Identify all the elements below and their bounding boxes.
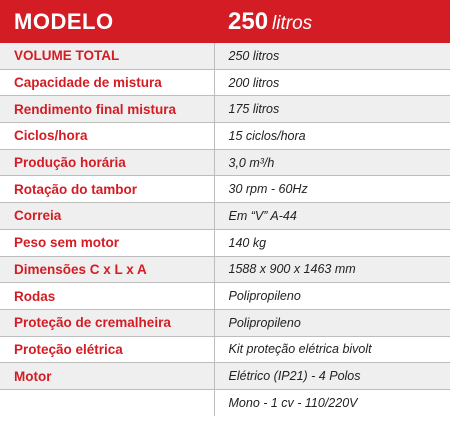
spec-row-rodas [0, 283, 450, 310]
spec-label: Motor [0, 363, 214, 390]
spec-row-correia [0, 203, 450, 230]
spec-row-producao [0, 149, 450, 176]
model-title [214, 0, 450, 43]
spec-value: Elétrico (IP21) - 4 Polos [214, 363, 450, 390]
spec-row-motor-cont [0, 389, 450, 415]
spec-label: Peso sem motor [0, 229, 214, 256]
spec-row-rendimento [0, 96, 450, 123]
spec-label: Proteção de cremalheira [0, 309, 214, 336]
spec-label: Capacidade de mistura [0, 69, 214, 96]
spec-value: 1588 x 900 x 1463 mm [214, 256, 450, 283]
spec-row-peso [0, 229, 450, 256]
spec-row-ciclos [0, 123, 450, 150]
spec-row-protecao-eletrica [0, 336, 450, 363]
model-label: MODELO [0, 0, 214, 43]
spec-label: Rodas [0, 283, 214, 310]
spec-label: Rotação do tambor [0, 176, 214, 203]
spec-value: 3,0 m³/h [214, 149, 450, 176]
spec-value: 200 litros [214, 69, 450, 96]
spec-label [0, 389, 214, 415]
model-unit: litros [272, 12, 313, 34]
spec-value: Polipropileno [214, 309, 450, 336]
spec-label: Proteção elétrica [0, 336, 214, 363]
spec-row-volume-total [0, 43, 450, 69]
spec-row-cremalheira [0, 309, 450, 336]
spec-row-motor [0, 363, 450, 390]
spec-value: Kit proteção elétrica bivolt [214, 336, 450, 363]
spec-value: Em “V” A-44 [214, 203, 450, 230]
model-number: 250 [228, 7, 269, 35]
spec-row-dimensoes [0, 256, 450, 283]
spec-row-capacidade [0, 69, 450, 96]
spec-value: 15 ciclos/hora [214, 123, 450, 150]
spec-label: Ciclos/hora [0, 123, 214, 150]
spec-value: 250 litros [214, 43, 450, 69]
spec-label: VOLUME TOTAL [0, 43, 214, 69]
spec-value: Polipropileno [214, 283, 450, 310]
spec-row-rotacao [0, 176, 450, 203]
spec-value: 30 rpm - 60Hz [214, 176, 450, 203]
spec-value: 175 litros [214, 96, 450, 123]
spec-label: Produção horária [0, 149, 214, 176]
spec-label: Dimensões C x L x A [0, 256, 214, 283]
spec-label: Correia [0, 203, 214, 230]
spec-value: 140 kg [214, 229, 450, 256]
spec-value: Mono - 1 cv - 110/220V [214, 389, 450, 415]
spec-label: Rendimento final mistura [0, 96, 214, 123]
header-row [0, 0, 450, 43]
